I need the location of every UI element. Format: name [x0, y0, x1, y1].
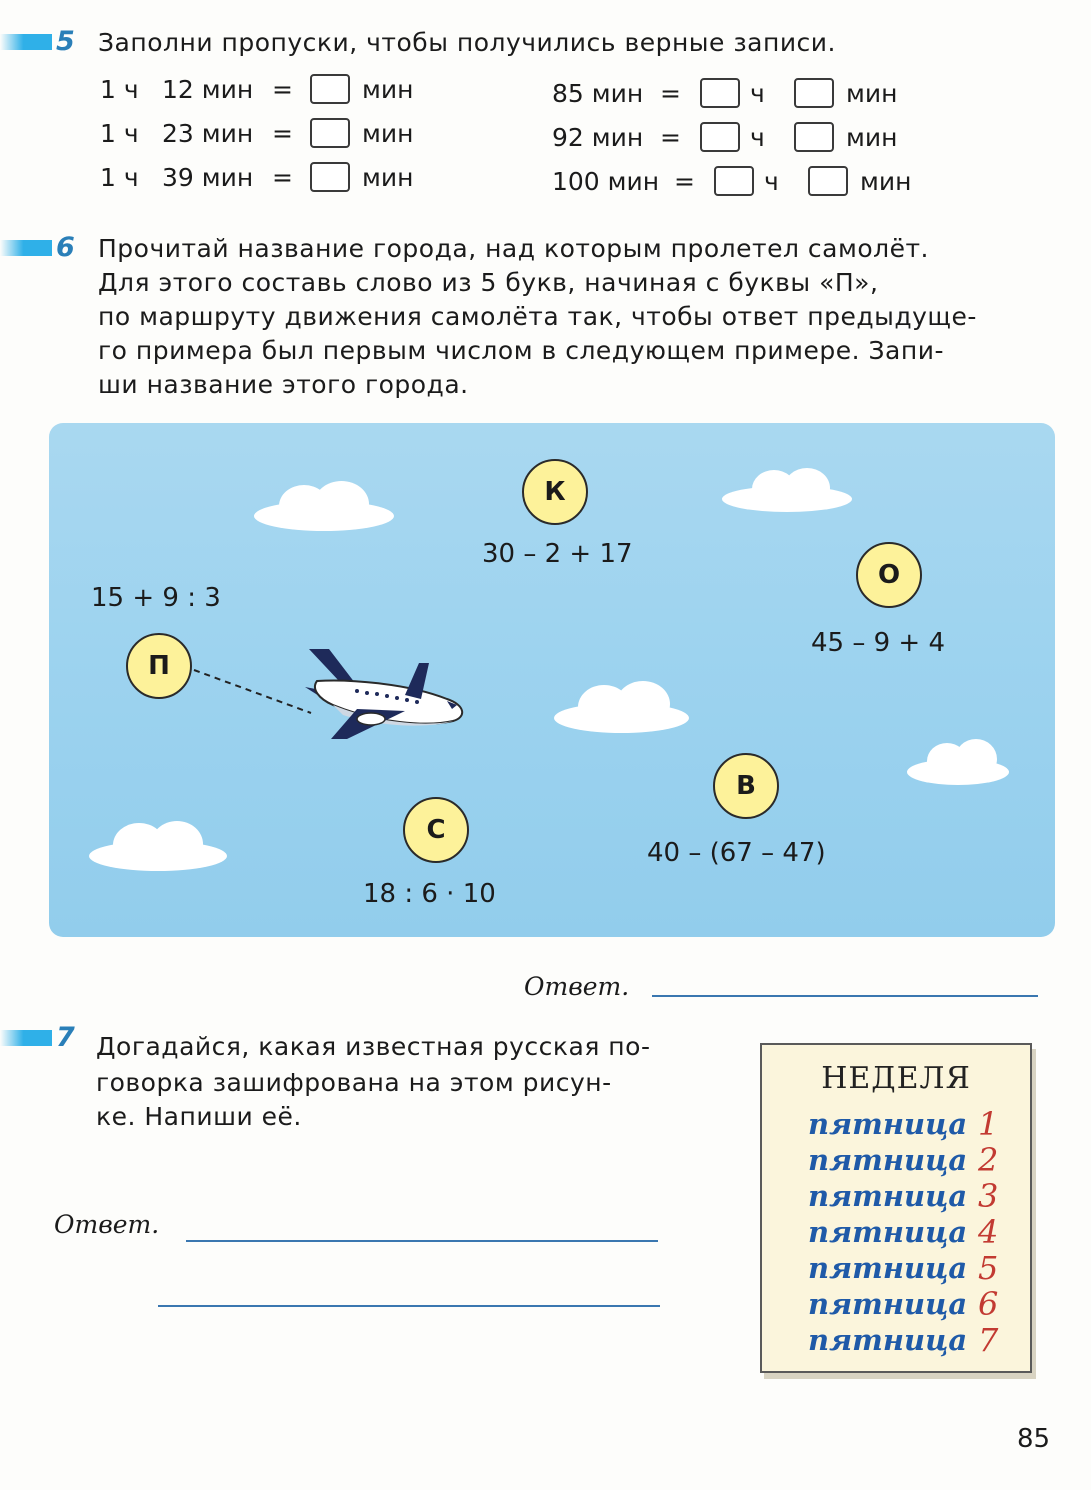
note-num: 1 — [978, 1105, 999, 1143]
expression-o: 45 – 9 + 4 — [811, 628, 946, 658]
note-row — [808, 1251, 1008, 1287]
hours-label: 1 ч — [100, 74, 139, 104]
minutes-label: 100 мин — [552, 166, 660, 196]
equals-sign: = — [272, 162, 293, 192]
note-row — [808, 1323, 1008, 1359]
unit-label: мин — [362, 118, 414, 148]
minutes-unit: мин — [846, 78, 898, 108]
note-day: пятница — [808, 1143, 968, 1177]
letter-circle-k: К — [522, 459, 588, 525]
note-day: пятница — [808, 1215, 968, 1249]
note-day: пятница — [808, 1287, 968, 1321]
task-6-line-5: ши название этого города. — [98, 370, 469, 399]
equals-sign: = — [674, 166, 695, 196]
unit-label: мин — [362, 74, 414, 104]
equals-sign: = — [660, 78, 681, 108]
minutes-label: 12 мин — [162, 74, 254, 104]
task-5-left-row-2 — [100, 118, 413, 148]
letter-circle-p: П — [126, 633, 192, 699]
sky-illustration — [49, 423, 1055, 937]
hours-box[interactable] — [700, 122, 740, 152]
task-6-line-3: по маршруту движения самолёта так, чтобы ответ предыдуще- — [98, 302, 977, 331]
minutes-label: 92 мин — [552, 122, 644, 152]
equals-sign: = — [660, 122, 681, 152]
minutes-box[interactable] — [794, 122, 834, 152]
task-6-line-1: Прочитай название города, над которым пролетел самолёт. — [98, 234, 929, 263]
letter-circle-o: О — [856, 542, 922, 608]
expression-v: 40 – (67 – 47) — [647, 838, 826, 868]
task-6-line-4: го примера был первым числом в следующем примере. Запи- — [98, 336, 944, 365]
answer-box[interactable] — [310, 118, 350, 148]
task-5-left-row-1 — [100, 74, 413, 104]
task-6-answer-line[interactable] — [652, 995, 1038, 997]
note-num: 6 — [978, 1285, 999, 1323]
note-num: 2 — [978, 1141, 999, 1179]
minutes-box[interactable] — [794, 78, 834, 108]
expression-p: 15 + 9 : 3 — [91, 583, 221, 613]
answer-box[interactable] — [310, 74, 350, 104]
task-7-answer-label: Ответ. — [54, 1210, 160, 1239]
task-7-number: 7 — [56, 1022, 75, 1053]
hours-box[interactable] — [714, 166, 754, 196]
task-5-marker — [0, 34, 52, 50]
note-row — [808, 1107, 1008, 1143]
note-day: пятница — [808, 1179, 968, 1213]
minutes-label: 39 мин — [162, 162, 254, 192]
task-6-marker — [0, 240, 52, 256]
task-5-right-row-3 — [552, 166, 911, 196]
minutes-label: 85 мин — [552, 78, 644, 108]
note-row — [808, 1143, 1008, 1179]
task-5-left-row-3 — [100, 162, 413, 192]
task-7-line-1: Догадайся, какая известная русская по- — [96, 1032, 651, 1061]
minutes-unit: мин — [846, 122, 898, 152]
note-num: 3 — [978, 1177, 999, 1215]
minutes-unit: мин — [860, 166, 912, 196]
hours-unit: ч — [750, 122, 765, 152]
task-7-line-3: ке. Напиши её. — [96, 1102, 302, 1131]
answer-box[interactable] — [310, 162, 350, 192]
page-number: 85 — [1017, 1424, 1051, 1454]
task-7-answer-line-1[interactable] — [186, 1240, 658, 1242]
task-7-line-2: говорка зашифрована на этом рисун- — [96, 1068, 612, 1097]
hours-box[interactable] — [700, 78, 740, 108]
task-6-answer-label: Ответ. — [524, 972, 630, 1001]
airplane-icon — [287, 643, 477, 743]
task-6-line-2: Для этого составь слово из 5 букв, начиная с буквы «П», — [98, 268, 879, 297]
unit-label: мин — [362, 162, 414, 192]
equals-sign: = — [272, 118, 293, 148]
task-7-answer-line-2[interactable] — [158, 1305, 660, 1307]
letter-circle-v: В — [713, 753, 779, 819]
expression-s: 18 : 6 · 10 — [363, 879, 496, 909]
week-note-card — [760, 1043, 1032, 1373]
minutes-box[interactable] — [808, 166, 848, 196]
minutes-label: 23 мин — [162, 118, 254, 148]
task-7-marker — [0, 1030, 52, 1046]
task-6-number: 6 — [56, 232, 75, 263]
note-num: 5 — [978, 1249, 999, 1287]
hours-unit: ч — [750, 78, 765, 108]
hours-label: 1 ч — [100, 118, 139, 148]
task-5-right-row-1 — [552, 78, 897, 108]
note-row — [808, 1287, 1008, 1323]
hours-unit: ч — [764, 166, 779, 196]
note-row — [808, 1179, 1008, 1215]
letter-circle-s: С — [403, 797, 469, 863]
note-row — [808, 1215, 1008, 1251]
expression-k: 30 – 2 + 17 — [482, 539, 633, 569]
task-5-number: 5 — [56, 26, 75, 57]
task-5-text: Заполни пропуски, чтобы получились верные записи. — [98, 28, 837, 57]
task-5-right-row-2 — [552, 122, 897, 152]
hours-label: 1 ч — [100, 162, 139, 192]
note-day: пятница — [808, 1107, 968, 1141]
note-title: НЕДЕЛЯ — [821, 1061, 971, 1096]
note-num: 4 — [978, 1213, 999, 1251]
note-day: пятница — [808, 1251, 968, 1285]
note-day: пятница — [808, 1323, 968, 1357]
equals-sign: = — [272, 74, 293, 104]
note-num: 7 — [978, 1321, 999, 1359]
